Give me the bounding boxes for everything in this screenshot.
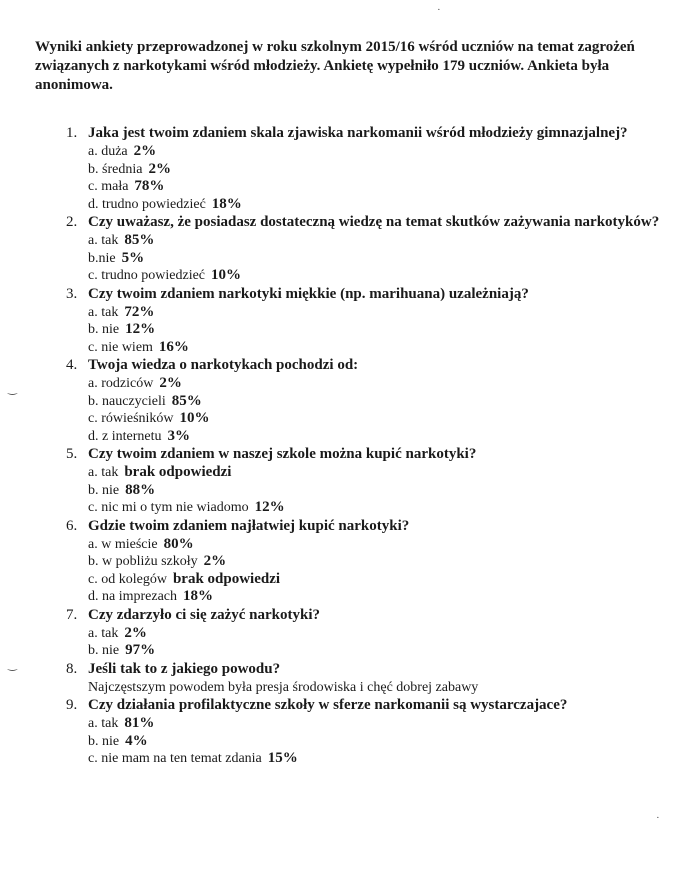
answer-option — [88, 178, 666, 196]
question-text: Jaka jest twoim zdaniem skala zjawiska narkomanii wśród młodzieży gimnazjalnej? — [88, 125, 628, 141]
question-text: Gdzie twoim zdaniem najłatwiej kupić narkotyki? — [88, 517, 410, 534]
question-number: 8. — [66, 660, 78, 677]
answer-value: 2% — [148, 160, 171, 177]
answer-value: 72% — [124, 303, 155, 320]
question-item — [66, 356, 666, 445]
intro-paragraph: Wyniki ankiety przeprowadzonej w roku szkolnym 2015/16 wśród uczniów na temat zagrożeń związanych z narkotykami wśród młodzieży. Ankietę wypełniło 179 uczniów. Ankieta była anonimowa. — [35, 39, 635, 93]
answer-option — [88, 536, 666, 554]
answer-label: c. mała — [88, 179, 129, 194]
answer-option — [88, 232, 666, 250]
question-row — [66, 124, 666, 143]
questions-list — [66, 124, 666, 768]
answer-option — [88, 428, 666, 446]
question-row — [66, 517, 666, 536]
answer-label: c. nie mam na ten temat zdania — [88, 751, 262, 766]
question-item — [66, 606, 666, 660]
answer-option — [88, 625, 666, 643]
answer-option — [88, 143, 666, 161]
answer-label: a. duża — [88, 144, 128, 159]
answer-label: a. rodziców — [88, 376, 154, 391]
question-text: Czy twoim zdaniem narkotyki miękkie (np. marihuana) uzależniają? — [88, 285, 529, 302]
answer-value: 2% — [133, 143, 157, 159]
answer-label: b. nie — [88, 482, 120, 498]
question-item — [66, 445, 666, 517]
answer-option — [88, 571, 666, 589]
answer-option — [88, 588, 666, 606]
answer-option — [88, 553, 666, 571]
question-row — [66, 285, 666, 304]
answer-value: 10% — [211, 267, 242, 283]
question-text: Twoja wiedza o narkotykach pochodzi od: — [88, 357, 359, 373]
answer-value: 85% — [124, 232, 155, 248]
answer-value: 2% — [124, 624, 147, 641]
question-number: 5. — [66, 446, 78, 462]
answer-label: b. średnia — [88, 161, 143, 177]
answer-label: a. tak — [88, 304, 119, 320]
answer-value: 78% — [134, 178, 165, 194]
question-number: 6. — [66, 517, 78, 534]
answer-label: c. od kolegów — [88, 571, 167, 587]
answer-note: Najczęstszym powodem była presja środowiska i chęć dobrej zabawy — [88, 679, 479, 695]
answer-option — [88, 161, 666, 179]
answer-value: 97% — [125, 642, 156, 658]
answer-option — [88, 750, 666, 768]
answer-label: b. nauczycieli — [88, 393, 166, 409]
answer-value: 18% — [183, 588, 214, 604]
answer-value: 16% — [158, 338, 189, 355]
answer-label: c. nie wiem — [88, 339, 153, 355]
answer-label: a. tak — [88, 465, 119, 480]
answer-option — [88, 464, 666, 482]
answer-value: 81% — [124, 715, 155, 731]
answer-value: brak odpowiedzi — [124, 464, 232, 480]
answer-label: c. trudno powiedzieć — [88, 268, 206, 283]
answer-label: b. nie — [88, 733, 120, 749]
answer-option — [88, 321, 666, 339]
answer-label: c. nic mi o tym nie wiadomo — [88, 500, 249, 515]
scan-speck: · — [656, 812, 660, 824]
question-number: 4. — [66, 357, 78, 373]
answer-value: 85% — [171, 392, 202, 409]
scan-speck: ‿ — [8, 659, 17, 671]
answer-option — [88, 733, 666, 751]
answer-option — [88, 482, 666, 500]
answer-label: a. w mieście — [88, 536, 158, 552]
question-row — [66, 606, 666, 625]
question-row — [66, 213, 666, 232]
answer-label: c. rówieśników — [88, 411, 174, 426]
answer-value: 12% — [254, 499, 285, 515]
answer-value: 2% — [203, 553, 227, 569]
scan-speck: · — [437, 4, 441, 16]
question-number: 2. — [66, 214, 78, 230]
answer-value: 88% — [125, 481, 156, 498]
question-row — [66, 696, 666, 715]
answer-label: d. trudno powiedzieć — [88, 196, 206, 212]
question-text: Czy działania profilaktyczne szkoły w sferze narkomanii są wystarczajace? — [88, 697, 568, 713]
answer-option — [88, 410, 666, 428]
answer-label: a. tak — [88, 716, 119, 731]
question-text: Czy zdarzyło ci się zażyć narkotyki? — [88, 606, 321, 623]
question-item — [66, 124, 666, 213]
question-text: Czy twoim zdaniem w naszej szkole można kupić narkotyki? — [88, 446, 477, 462]
question-text: Czy uważasz, że posiadasz dostateczną wiedzę na temat skutków zażywania narkotyków? — [88, 214, 660, 230]
answer-value: 80% — [163, 535, 194, 552]
question-item — [66, 213, 666, 285]
question-item — [66, 517, 666, 606]
answer-option — [88, 339, 666, 357]
answer-label: b.nie — [88, 250, 116, 266]
answer-value: brak odpowiedzi — [172, 570, 281, 587]
question-number: 1. — [66, 125, 78, 141]
answer-value: 10% — [179, 410, 210, 426]
answer-value: 12% — [125, 321, 156, 337]
answer-label: d. z internetu — [88, 428, 162, 444]
question-row — [66, 445, 666, 464]
answer-label: a. tak — [88, 233, 119, 248]
question-row — [66, 660, 666, 679]
answer-value: 5% — [121, 249, 145, 266]
question-number: 7. — [66, 606, 78, 623]
question-number: 3. — [66, 285, 78, 302]
answer-label: b. nie — [88, 643, 120, 658]
answer-option — [88, 715, 666, 733]
question-number: 9. — [66, 697, 78, 713]
answer-option — [88, 304, 666, 322]
answer-value: 3% — [167, 427, 190, 444]
answer-option — [88, 267, 666, 285]
question-text: Jeśli tak to z jakiego powodu? — [88, 660, 281, 677]
question-item — [66, 285, 666, 357]
answer-label: a. tak — [88, 625, 119, 641]
answer-option — [88, 196, 666, 214]
answer-option — [88, 393, 666, 411]
answer-label: b. w pobliżu szkoły — [88, 554, 198, 569]
answer-option — [88, 642, 666, 660]
answer-value: 4% — [125, 732, 148, 749]
question-item — [66, 660, 666, 697]
answer-option — [88, 250, 666, 268]
answer-option — [88, 375, 666, 393]
answer-label: b. nie — [88, 322, 120, 337]
answer-value: 2% — [159, 375, 182, 391]
answer-option — [88, 499, 666, 517]
scan-speck: ‿ — [8, 383, 17, 395]
question-row — [66, 356, 666, 375]
question-item — [66, 696, 666, 768]
answer-label: d. na imprezach — [88, 589, 178, 604]
answer-value: 18% — [211, 195, 242, 212]
answer-value: 15% — [267, 750, 298, 766]
